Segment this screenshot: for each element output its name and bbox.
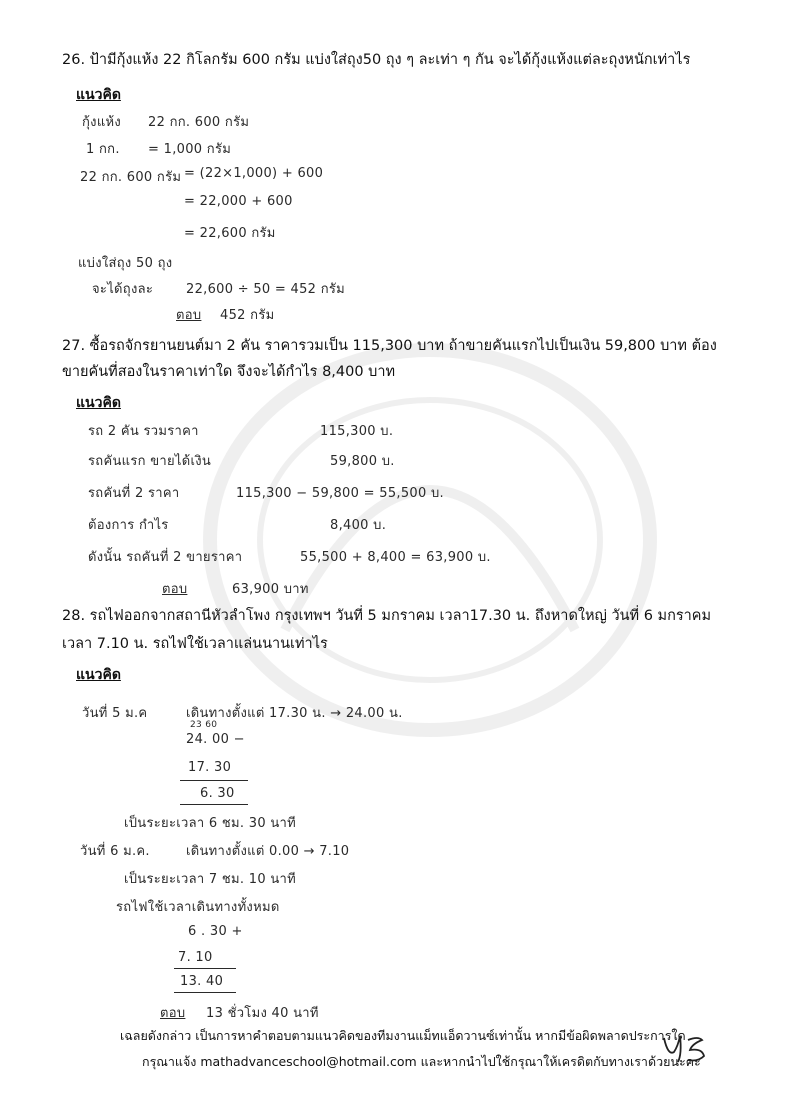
q27-answer-label: ตอบ xyxy=(162,582,188,597)
q27-approach-label: แนวคิด xyxy=(76,395,121,411)
q28-sub-row-3: 6. 30 xyxy=(200,786,235,801)
question-26: 26. ป้ามีกุ้งแห้ง 22 กิโลกรัม 600 กรัม แบ่งใส่ถุง50 ถุง ๆ ละเท่า ๆ กัน จะได้กุ้งแห้งแต่ละถุงหนักเท่าไร xyxy=(62,52,691,68)
q26-answer: 452 กรัม xyxy=(220,308,275,323)
q28-answer: 13 ชั่วโมง 40 นาที xyxy=(206,1006,319,1021)
q28-duration-2: เป็นระยะเวลา 7 ชม. 10 นาที xyxy=(124,872,296,887)
q27-answer: 63,900 บาท xyxy=(232,582,309,597)
q28-sub-rule-bottom xyxy=(180,804,248,805)
q26-answer-label: ตอบ xyxy=(176,308,202,323)
q26-line-7a: จะได้ถุงละ xyxy=(92,282,154,297)
q27-line-2b: 59,800 บ. xyxy=(330,454,395,469)
q26-line-2a: 1 กก. xyxy=(86,142,120,157)
q28-day2: วันที่ 6 ม.ค. xyxy=(80,844,150,859)
q27-line-4a: ต้องการ กำไร xyxy=(88,518,169,533)
handwritten-signature xyxy=(658,1030,718,1066)
q28-add-rule-bottom xyxy=(174,992,236,993)
q28-day1: วันที่ 5 ม.ค xyxy=(82,706,148,721)
q26-line-1a: กุ้งแห้ง xyxy=(82,115,122,130)
footer-note-line-1: เฉลยดังกล่าว เป็นการหาคำตอบตามแนวคิดของทีมงานแม็ทแอ็ดวานซ์เท่านั้น หากมีข้อผิดพลาดประการใด xyxy=(120,1028,686,1043)
q28-add-row-2: 7. 10 xyxy=(178,950,213,965)
q28-answer-label: ตอบ xyxy=(160,1006,186,1021)
q26-line-2b: = 1,000 กรัม xyxy=(148,142,232,157)
q26-line-6a: แบ่งใส่ถุง 50 ถุง xyxy=(78,256,173,271)
q26-line-3b: = (22×1,000) + 600 xyxy=(184,166,324,181)
q26-line-1b: 22 กก. 600 กรัม xyxy=(148,115,250,130)
q27-line-1a: รถ 2 คัน รวมราคา xyxy=(88,424,199,439)
q27-line-1b: 115,300 บ. xyxy=(320,424,394,439)
q27-line-2a: รถคันแรก ขายได้เงิน xyxy=(88,454,212,469)
q27-line-5b: 55,500 + 8,400 = 63,900 บ. xyxy=(300,550,491,565)
q28-sub-row-1: 24. 00 − xyxy=(186,732,245,747)
q28-borrow-digits: 23 60 xyxy=(190,720,218,730)
q27-line-3b: 115,300 − 59,800 = 55,500 บ. xyxy=(236,486,444,501)
footer-note-line-2: กรุณาแจ้ง mathadvanceschool@hotmail.com และหากนำไปใช้กรุณาให้เครดิตกับทางเราด้วยนะคะ xyxy=(142,1054,701,1069)
q28-approach-label: แนวคิด xyxy=(76,667,121,683)
q28-day1-travel: เดินทางตั้งแต่ 17.30 น. → 24.00 น. xyxy=(186,706,403,721)
q28-total-label: รถไฟใช้เวลาเดินทางทั้งหมด xyxy=(116,900,280,915)
math-advance-watermark xyxy=(195,330,665,750)
q28-sub-rule-top xyxy=(180,780,248,781)
q27-line-4b: 8,400 บ. xyxy=(330,518,387,533)
question-28-line-1: 28. รถไฟออกจากสถานีหัวลำโพง กรุงเทพฯ วันที่ 5 มกราคม เวลา17.30 น. ถึงหาดใหญ่ วันที่ 6 มกราคม xyxy=(62,608,712,624)
q28-day2-travel: เดินทางตั้งแต่ 0.00 → 7.10 xyxy=(186,844,350,859)
q28-add-row-3: 13. 40 xyxy=(180,974,224,989)
q28-sub-row-2: 17. 30 xyxy=(188,760,232,775)
question-27-line-1: 27. ซื้อรถจักรยานยนต์มา 2 คัน ราคารวมเป็น 115,300 บาท ถ้าขายคันแรกไปเป็นเงิน 59,800 บาท ต้อง xyxy=(62,338,717,354)
q28-add-rule-top xyxy=(174,968,236,969)
q27-line-5a: ดังนั้น รถคันที่ 2 ขายราคา xyxy=(88,550,243,565)
q28-duration-1: เป็นระยะเวลา 6 ชม. 30 นาที xyxy=(124,816,296,831)
q26-line-4b: = 22,000 + 600 xyxy=(184,194,293,209)
q27-line-3a: รถคันที่ 2 ราคา xyxy=(88,486,180,501)
q26-line-7b: 22,600 ÷ 50 = 452 กรัม xyxy=(186,282,346,297)
q26-approach-label: แนวคิด xyxy=(76,87,121,103)
question-27-line-2: ขายคันที่สองในราคาเท่าใด จึงจะได้กำไร 8,400 บาท xyxy=(62,364,396,380)
question-28-line-2: เวลา 7.10 น. รถไฟใช้เวลาแล่นนานเท่าไร xyxy=(62,636,328,652)
q26-line-5b: = 22,600 กรัม xyxy=(184,226,276,241)
q26-line-3a: 22 กก. 600 กรัม xyxy=(80,170,182,185)
q28-add-row-1: 6 . 30 + xyxy=(188,924,243,939)
